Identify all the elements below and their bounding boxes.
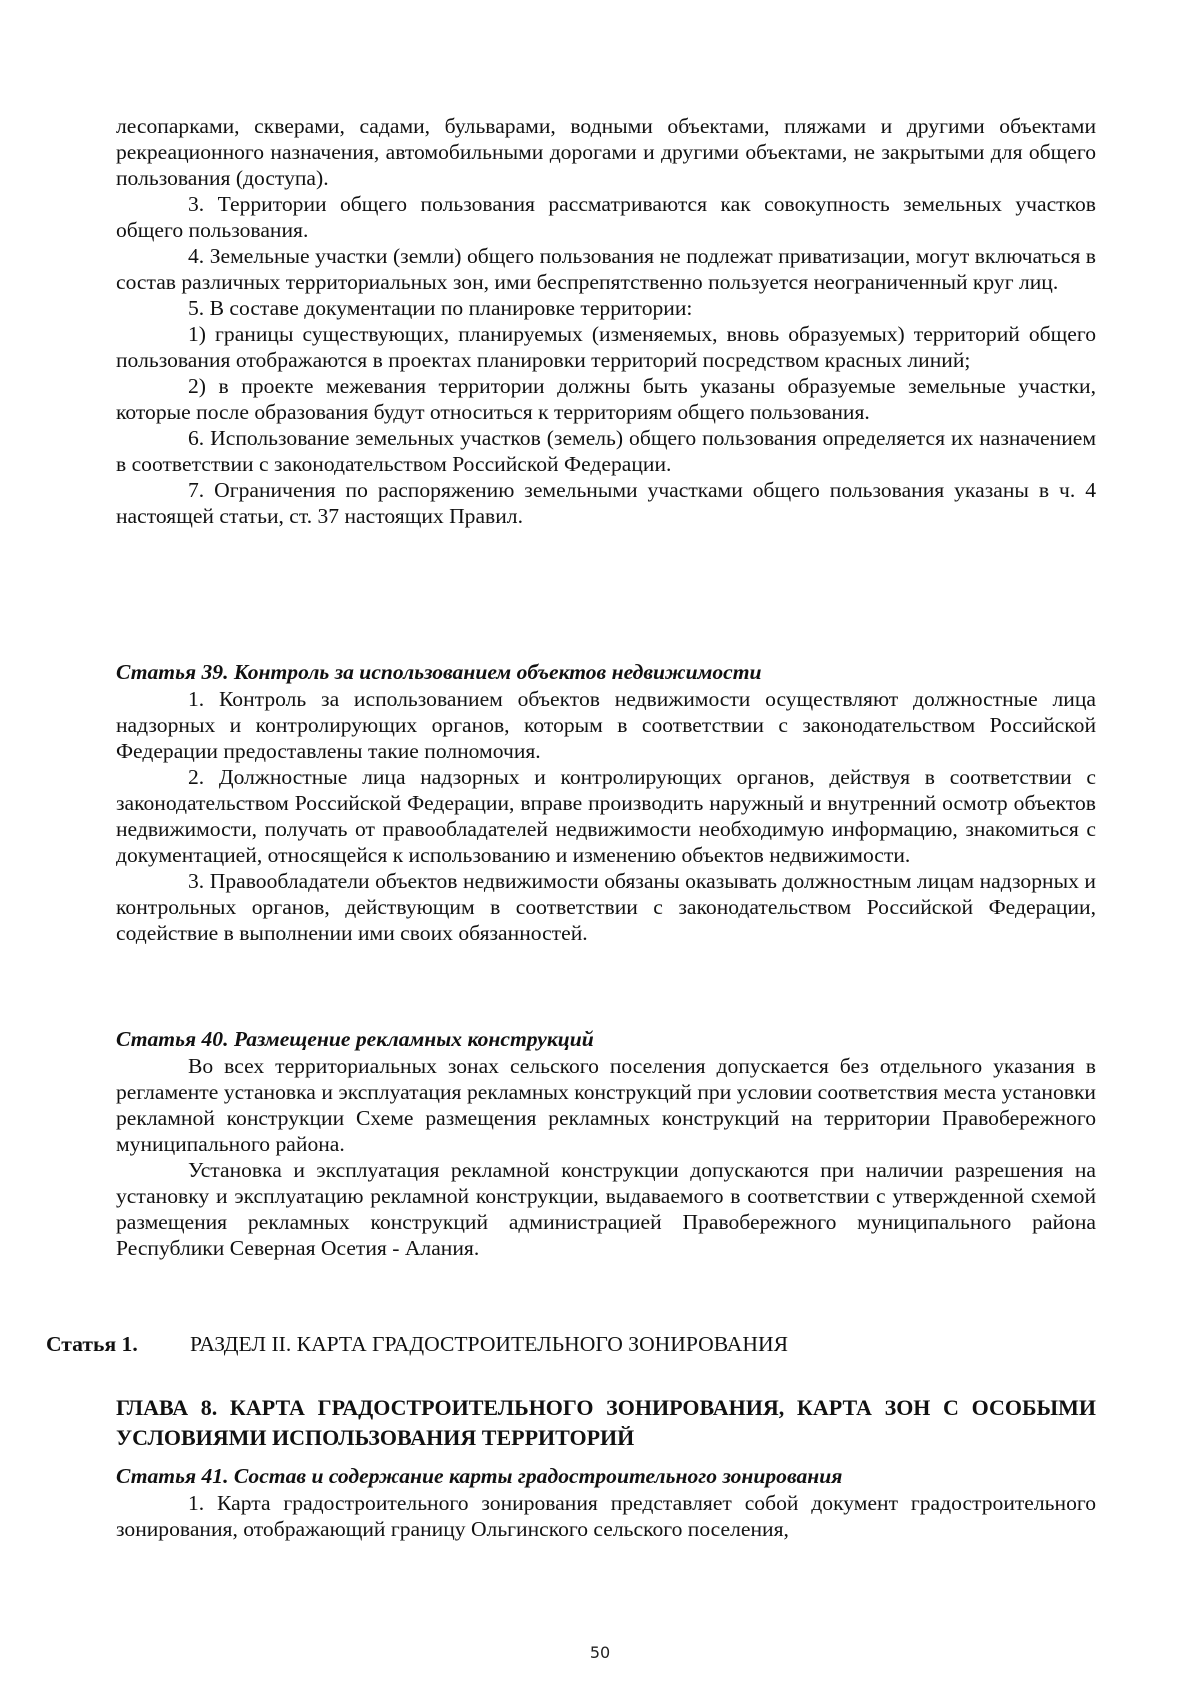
paragraph: 5. В составе документации по планировке территории:	[188, 296, 693, 320]
section-title: РАЗДЕЛ II. КАРТА ГРАДОСТРОИТЕЛЬНОГО ЗОНИРОВАНИЯ	[190, 1332, 788, 1356]
paragraph: Установка и эксплуатация рекламной конструкции допускаются при наличии разрешения на установку и эксплуатацию рекламной конструкции, выдаваемого в соответствии с утвержденной схемой размещения рекламных конструкций администрацией Правобережного муниципального района Республики Северная Осетия - Алания.	[116, 1158, 1096, 1260]
paragraph: 3. Территории общего пользования рассматриваются как совокупность земельных участков общего пользования.	[116, 192, 1096, 242]
article-41	[116, 1462, 1096, 1542]
paragraph: 1) границы существующих, планируемых (изменяемых, вновь образуемых) территорий общего пользования отображаются в проектах планировки территорий посредством красных линий;	[116, 322, 1096, 372]
article-39	[116, 658, 1096, 946]
article-heading: Статья 40. Размещение рекламных конструкций	[116, 1027, 594, 1051]
paragraph: 7. Ограничения по распоряжению земельными участками общего пользования указаны в ч. 4 настоящей статьи, ст. 37 настоящих Правил.	[116, 478, 1096, 528]
paragraph: 3. Правообладатели объектов недвижимости обязаны оказывать должностным лицам надзорных и контрольных органов, действующим в соответствии с законодательством Российской Федерации, содействие в выполнении ими своих обязанностей.	[116, 869, 1096, 945]
text-block-general-use-territories	[116, 113, 1096, 529]
paragraph: 2) в проекте межевания территории должны быть указаны образуемые земельные участки, которые после образования будут относиться к территориям общего пользования.	[116, 374, 1096, 424]
article-40	[116, 1025, 1096, 1261]
paragraph: Во всех территориальных зонах сельского поселения допускается без отдельного указания в регламенте установка и эксплуатация рекламных конструкций при условии соответствия места установки рекламной конструкции Схеме размещения рекламных конструкций на территории Правобережного муниципального района.	[116, 1054, 1096, 1156]
paragraph: 6. Использование земельных участков (земель) общего пользования определяется их назначением в соответствии с законодательством Российской Федерации.	[116, 426, 1096, 476]
paragraph: 1. Карта градостроительного зонирования представляет собой документ градостроительного зонирования, отображающий границу Ольгинского сельского поселения,	[116, 1491, 1096, 1541]
section-heading	[46, 1330, 1146, 1358]
page-number: 50	[589, 1643, 611, 1662]
paragraph: лесопарками, скверами, садами, бульварами, водными объектами, пляжами и другими объектами рекреационного назначения, автомобильными дорогами и другими объектами, не закрытыми для общего пользования (доступа).	[116, 114, 1096, 190]
article-heading: Статья 39. Контроль за использованием объектов недвижимости	[116, 660, 762, 684]
paragraph: 4. Земельные участки (земли) общего пользования не подлежат приватизации, могут включаться в состав различных территориальных зон, ими беспрепятственно пользуется неограниченный круг лиц.	[116, 244, 1096, 294]
section-number: Статья 1.	[46, 1332, 138, 1356]
article-heading: Статья 41. Состав и содержание карты градостроительного зонирования	[116, 1464, 843, 1488]
paragraph: 2. Должностные лица надзорных и контролирующих органов, действуя в соответствии с законодательством Российской Федерации, вправе производить наружный и внутренний осмотр объектов недвижимости, получать от правообладателей недвижимости необходимую информацию, знакомиться с документацией, относящейся к использованию и изменению объектов недвижимости.	[116, 765, 1096, 867]
chapter-title: ГЛАВА 8. КАРТА ГРАДОСТРОИТЕЛЬНОГО ЗОНИРОВАНИЯ, КАРТА ЗОН С ОСОБЫМИ УСЛОВИЯМИ ИСПОЛЬЗОВАНИЯ ТЕРРИТОРИЙ	[116, 1395, 1096, 1450]
paragraph: 1. Контроль за использованием объектов недвижимости осуществляют должностные лица надзорных и контролирующих органов, которым в соответствии с законодательством Российской Федерации предоставлены такие полномочия.	[116, 687, 1096, 763]
